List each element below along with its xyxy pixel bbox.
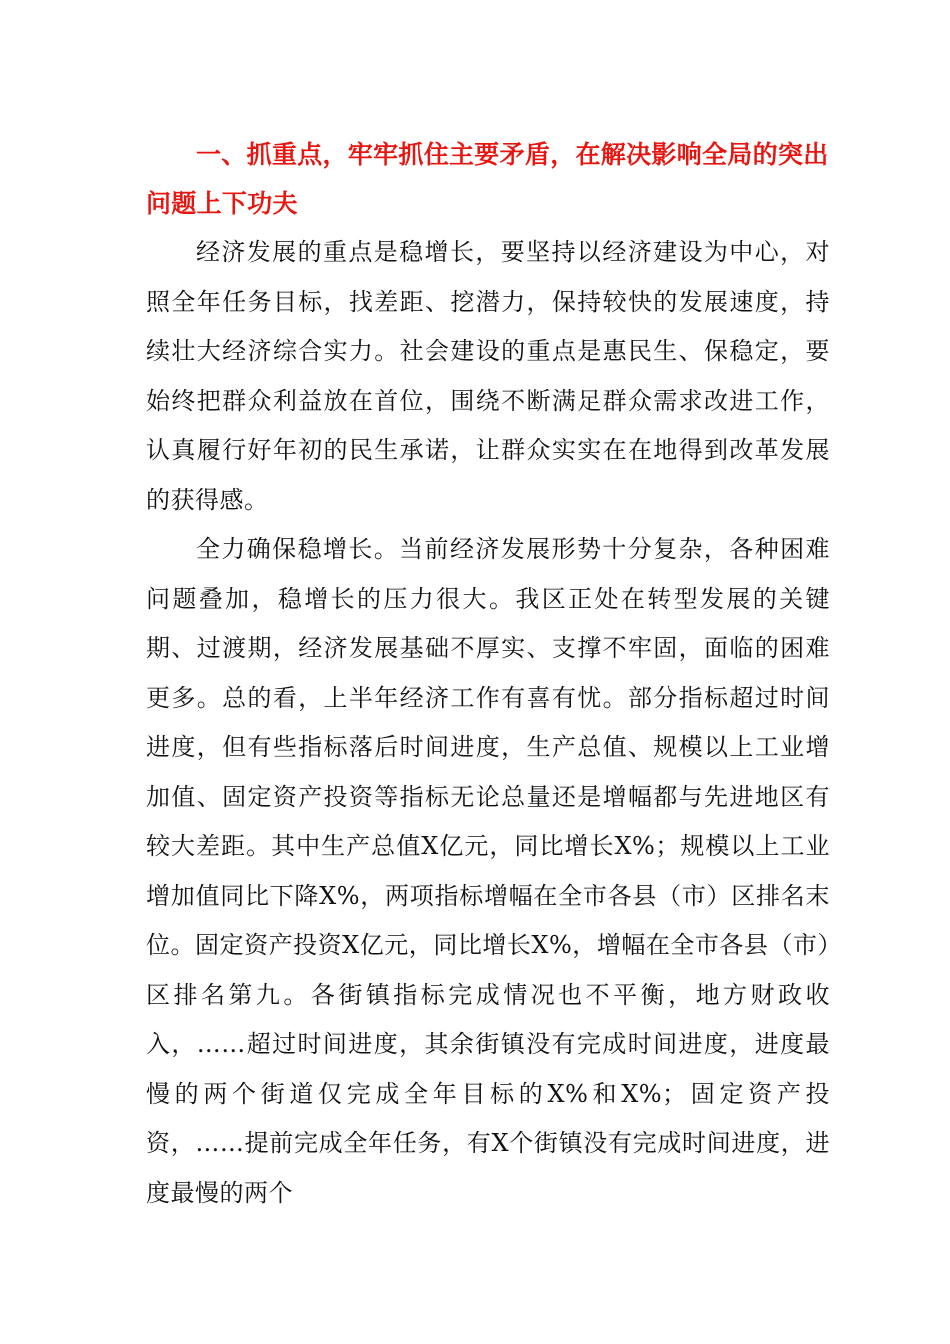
body-paragraph: 全力确保稳增长。当前经济发展形势十分复杂，各种困难问题叠加，稳增长的压力很大。我区正处在转型发展的关键期、过渡期，经济发展基础不厚实、支撑不牢固，面临的困难更多。总的看，上半年经济工作有喜有忧。部分指标超过时间进度，但有些指标落后时间进度，生产总值、规模以上工业增加值、固定资产投资等指标无论总量还是增幅都与先进地区有较大差距。其中生产总值X亿元，同比增长X%；规模以上工业增加值同比下降X%，两项指标增幅在全市各县（市）区排名末位。固定资产投资X亿元，同比增长X%，增幅在全市各县（市）区排名第九。各街镇指标完成情况也不平衡，地方财政收入，……超过时间进度，其余街镇没有完成时间进度，进度最慢的两个街道仅完成全年目标的X%和X%；固定资产投资，……提前完成全年任务，有X个街镇没有完成时间进度，进度最慢的两个 [146, 535, 830, 1207]
document-body [146, 130, 830, 1218]
body-paragraph: 经济发展的重点是稳增长，要坚持以经济建设为中心，对照全年任务目标，找差距、挖潜力，保持较快的发展速度，持续壮大经济综合实力。社会建设的重点是惠民生、保稳定，要始终把群众利益放在首位，围绕不断满足群众需求改进工作，认真履行好年初的民生承诺，让群众实实在在地得到改革发展的获得感。 [146, 238, 830, 514]
section-heading: 一、抓重点，牢牢抓住主要矛盾，在解决影响全局的突出问题上下功夫 [146, 140, 829, 218]
